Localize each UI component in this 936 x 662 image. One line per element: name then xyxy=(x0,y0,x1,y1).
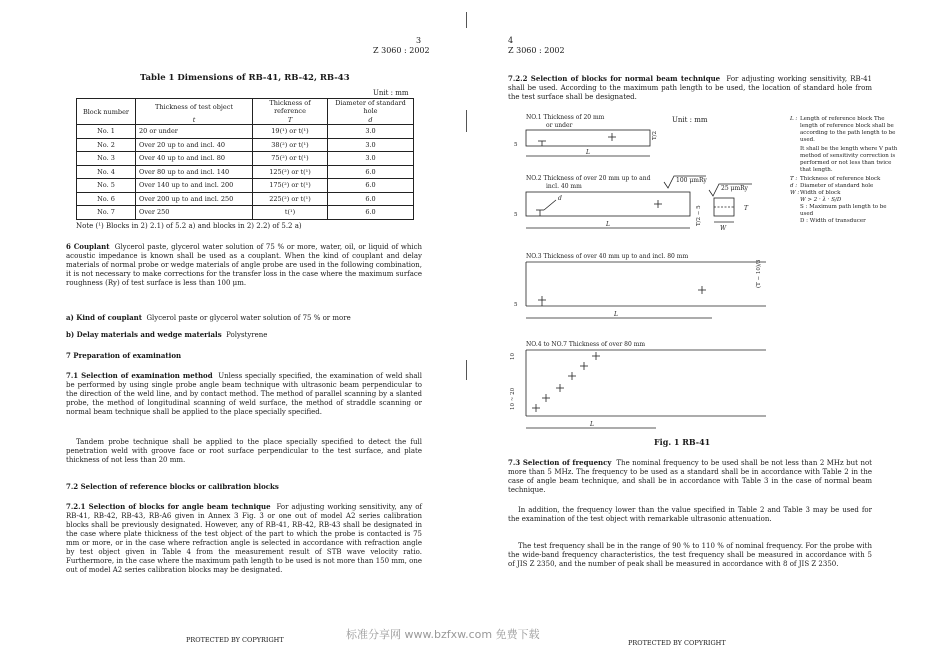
table-row xyxy=(77,138,414,152)
legend-key: d : xyxy=(790,183,798,189)
legend-key xyxy=(790,146,800,174)
dim-W: W xyxy=(720,225,727,232)
section-7-2-heading: 7.2 Selection of reference blocks or calibration blocks xyxy=(66,482,279,491)
table-cell: No. 1 xyxy=(77,125,136,139)
legend-item xyxy=(790,190,900,197)
block-no2 xyxy=(514,175,752,232)
right-page xyxy=(468,0,936,662)
legend-key xyxy=(790,218,800,225)
table-cell: 3.0 xyxy=(328,125,414,139)
dim-d: d xyxy=(558,195,562,202)
legend-text: Width of block xyxy=(800,190,841,196)
block-side-view xyxy=(714,198,734,216)
section-6-heading: 6 Couplant xyxy=(66,242,110,251)
table-cell: 6.0 xyxy=(328,179,414,193)
item-b xyxy=(66,330,267,340)
legend-key: L : xyxy=(790,116,798,122)
figure-legend xyxy=(790,116,900,225)
label-no3: NO.3 Thickness of over 40 mm up to and incl. 80 mm xyxy=(526,253,689,260)
legend-text: W > 2 · λ · S/D xyxy=(800,197,842,203)
table-row xyxy=(77,206,414,220)
copyright-footer: PROTECTED BY COPYRIGHT xyxy=(186,636,284,644)
section-6 xyxy=(66,242,422,288)
table-cell: 175(²) or t(¹) xyxy=(253,179,328,193)
dim-5: 5 xyxy=(514,142,518,148)
section-7-1-body: Unless specially specified, the examination of weld shall be performed by using single probe angle beam technique with ultrasonic beam perpendicular to the direction of the weld line, and by contact method. The method of parallel scanning by a slanted probe, the method of longitudinal scanning of weld surface, the method of straddle scanning or normal beam technique shall be applied to the place specially specified. xyxy=(66,372,422,416)
table-row xyxy=(77,192,414,206)
table-cell: Over 140 up to and incl. 200 xyxy=(136,179,253,193)
table-cell: 3.0 xyxy=(328,138,414,152)
table-title: Table 1 Dimensions of RB-41, RB-42, RB-43 xyxy=(140,73,350,83)
table-row xyxy=(77,179,414,193)
dim-L2: L xyxy=(606,221,610,228)
item-b-text: Polystyrene xyxy=(226,331,268,339)
table-cell: 3.0 xyxy=(328,152,414,166)
block-no3 xyxy=(514,253,766,318)
table-cell: Over 250 xyxy=(136,206,253,220)
legend-item xyxy=(790,218,900,225)
dim-T2: T/2 xyxy=(652,130,658,140)
table-row xyxy=(77,125,414,139)
table-cell: 6.0 xyxy=(328,206,414,220)
roughness-25: 25 μmRy xyxy=(721,185,748,192)
legend-item xyxy=(790,197,900,204)
copyright-footer: PROTECTED BY COPYRIGHT xyxy=(628,639,726,647)
legend-key xyxy=(790,197,800,204)
dim-10-20: 10 ~ 20 xyxy=(510,387,516,410)
header-cell: Block number xyxy=(77,99,136,125)
legend-item xyxy=(790,146,900,174)
label-no1: NO.1 Thickness of 20 mm xyxy=(526,114,605,121)
section-7-3-body: The nominal frequency to be used shall be not less than 2 MHz but not more than 5 MHz. The frequency to be used as a standard shall be in accordance with Table 2 in the case of angle beam technique, and shall be in accordance with Table 3 in the case of normal beam technique. xyxy=(508,459,872,494)
header-cell: Thickness of test object xyxy=(136,99,253,116)
dim-T2-5: T/2 − 5 xyxy=(696,205,702,226)
figure-unit: Unit : mm xyxy=(672,116,708,124)
legend-key: W : xyxy=(790,190,800,196)
dim-L: L xyxy=(586,149,590,156)
header-cell: Thickness of reference xyxy=(253,99,328,116)
subheader-cell: d xyxy=(328,115,414,125)
table-cell: 125(²) or t(¹) xyxy=(253,165,328,179)
table-row xyxy=(77,165,414,179)
subheader-cell: t xyxy=(136,115,253,125)
page-number: 4 xyxy=(508,36,514,45)
label-no2: NO.2 Thickness of over 20 mm up to and xyxy=(526,175,651,182)
section-7-2-1 xyxy=(66,502,422,575)
table-cell: Over 200 up to and incl. 250 xyxy=(136,192,253,206)
table-cell: 20 or under xyxy=(136,125,253,139)
table-cell: No. 7 xyxy=(77,206,136,220)
dim-T: T xyxy=(744,205,749,212)
item-b-label: b) Delay materials and wedge materials xyxy=(66,330,222,339)
legend-text: It shall be the length where V path method of sensitivity correction is performed or not less than twice that length. xyxy=(800,146,898,173)
dim-5c: 5 xyxy=(514,302,518,308)
section-7-2-2-heading: 7.2.2 Selection of blocks for normal beam technique xyxy=(508,74,721,83)
block-clip xyxy=(526,262,766,306)
legend-text: Thickness of reference block xyxy=(800,176,881,182)
section-7-3-para3: The test frequency shall be in the range of 90 % to 110 % of nominal frequency. For the probe with the wide-band frequency characteristics, the test frequency shall be measured in accordance with 5 of JIS Z 2350, and the number of peak shall be measured in accordance with 8 of JIS Z 2350. xyxy=(508,542,872,568)
standard-number: Z 3060 : 2002 xyxy=(373,46,430,55)
section-7-3-para2: In addition, the frequency lower than the value specified in Table 2 and Table 3 may be used for the examination of the test object with remarkable ultrasonic attenuation. xyxy=(508,506,872,523)
header-cell: Diameter of standard hole xyxy=(328,99,414,116)
section-7-2-1-body: For adjusting working sensitivity, any of RB-41, RB-42, RB-43, RB-A6 given in Annex 3 Fig. 3 or one out of model A2 series calibration blocks shall be previously designated. However, any of RB-41, RB-42, RB-43 shall be designated in the case where plate thickness of the test object of the part to which the probe is contacted is 75 mm or more, or in the case where refraction angle is selected in accordance with refraction angle by test object given in Table 4 from the measurement result of STB wave velocity ratio. Furthermore, in the case where the maximum path length to be used is not more than 150 mm, one out of model A2 series calibration blocks may be designated. xyxy=(66,503,422,574)
label-no2-sub: incl. 40 mm xyxy=(546,183,582,190)
table-cell: 6.0 xyxy=(328,165,414,179)
legend-item xyxy=(790,116,900,144)
legend-text: Length of reference block The length of reference block shall be according to the path length to be used. xyxy=(800,116,896,143)
dim-L3: L xyxy=(614,311,618,318)
legend-key xyxy=(790,204,800,218)
label-no47: NO.4 to NO.7 Thickness of over 80 mm xyxy=(526,341,646,348)
roughness-100: 100 μmRy xyxy=(676,177,707,184)
section-7-1 xyxy=(66,371,422,417)
item-a-label: a) Kind of couplant xyxy=(66,313,142,322)
table-cell: Over 80 up to and incl. 140 xyxy=(136,165,253,179)
item-a-text: Glycerol paste or glycerol water solution of 75 % or more xyxy=(146,314,351,322)
dim-10: 10 xyxy=(510,353,516,360)
table-cell: No. 6 xyxy=(77,192,136,206)
table-note: Note (¹) Blocks in 2) 2.1) of 5.2 a) and blocks in 2) 2.2) of 5.2 a) xyxy=(76,222,302,230)
legend-item xyxy=(790,183,900,190)
legend-key: T : xyxy=(790,176,798,182)
table-row xyxy=(77,152,414,166)
table-cell: 38(²) or t(¹) xyxy=(253,138,328,152)
section-7-3 xyxy=(508,458,872,495)
page-number: 3 xyxy=(416,36,422,45)
item-a xyxy=(66,313,351,323)
section-6-body: Glycerol paste, glycerol water solution of 75 % or more, water, oil, or liquid of which acoustic impedance is known shall be used as a couplant. When the kind of couplant and delay materials of normal probe or wedge materials of angle probe are used in the following combination, it is not necessary to make corrections for the transfer loss in the case where the maximum surface roughness (Ry) of test surface is less than 100 μm. xyxy=(66,243,422,287)
dim-5b: 5 xyxy=(514,212,518,218)
table-cell: 19(¹) or t(¹) xyxy=(253,125,328,139)
table-header-row xyxy=(77,99,414,116)
legend-text: Diameter of standard hole xyxy=(800,183,874,189)
table-cell: No. 5 xyxy=(77,179,136,193)
figure-caption: Fig. 1 RB-41 xyxy=(654,437,711,447)
table-cell: 225(²) or t(¹) xyxy=(253,192,328,206)
section-7-1-heading: 7.1 Selection of examination method xyxy=(66,371,213,380)
table-cell: Over 40 up to and incl. 80 xyxy=(136,152,253,166)
block-no1 xyxy=(514,114,658,156)
section-7-2-1-heading: 7.2.1 Selection of blocks for angle beam technique xyxy=(66,502,271,511)
section-7-2-2 xyxy=(508,74,872,102)
legend-item xyxy=(790,176,900,183)
legend-text: D : Width of transducer xyxy=(800,218,866,224)
section-7-2-2-body: For adjusting working sensitivity, RB-41 shall be used. According to the maximum path length to be used, the location of standard hole from the test surface shall be designated. xyxy=(508,75,873,101)
figure-rb41 xyxy=(504,110,766,440)
table-unit: Unit : mm xyxy=(373,89,409,97)
block-outline xyxy=(526,130,650,146)
table-cell: t(¹) xyxy=(253,206,328,220)
section-7-heading: 7 Preparation of examination xyxy=(66,351,182,360)
standard-number: Z 3060 : 2002 xyxy=(508,46,565,55)
label-no1-sub: or under xyxy=(546,122,573,129)
table-cell: No. 3 xyxy=(77,152,136,166)
watermark: 标准分享网 www.bzfxw.com 免费下载 xyxy=(346,628,540,641)
dim-L4: L xyxy=(590,421,594,428)
dim-T3: (T − 10)/3 xyxy=(756,259,762,288)
table-cell: No. 2 xyxy=(77,138,136,152)
dimension-table xyxy=(76,98,414,220)
table-cell: Over 20 up to and incl. 40 xyxy=(136,138,253,152)
section-7-1-para2: Tandem probe technique shall be applied to the place specially specified to detect the full penetration weld with groove face or root surface perpendicular to the test surface, and plate thickness of not less than 20 mm. xyxy=(66,438,422,464)
leader xyxy=(544,200,556,210)
subheader-cell: T xyxy=(253,115,328,125)
block-no4-7 xyxy=(510,341,766,428)
legend-item xyxy=(790,204,900,218)
legend-text: S : Maximum path length to be used xyxy=(800,204,887,217)
table-cell: No. 4 xyxy=(77,165,136,179)
table-cell: 75(²) or t(¹) xyxy=(253,152,328,166)
table-cell: 6.0 xyxy=(328,192,414,206)
section-7-3-heading: 7.3 Selection of frequency xyxy=(508,458,612,467)
